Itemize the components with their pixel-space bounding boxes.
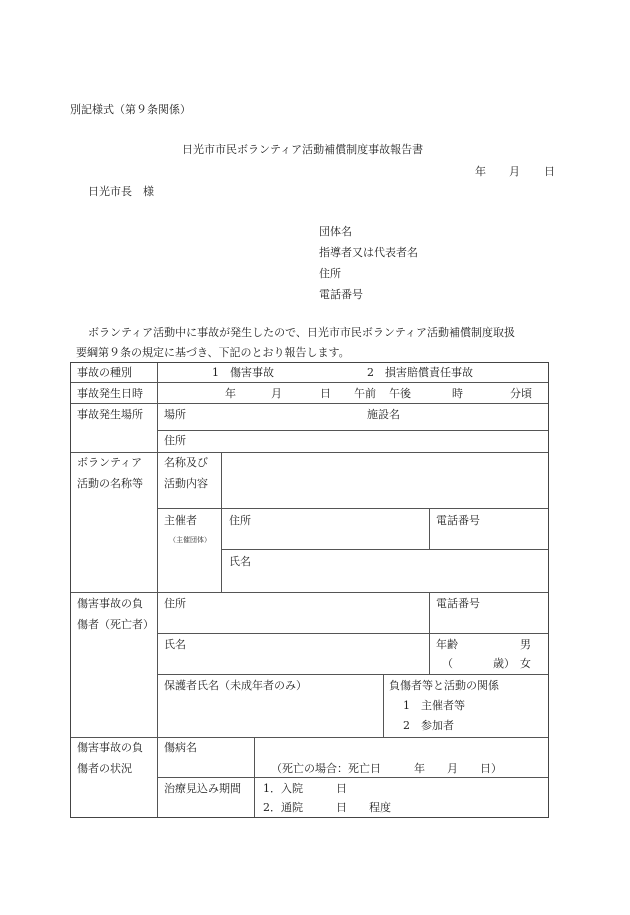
location-label: 事故発生場所	[77, 408, 143, 421]
relation-option-1[interactable]: 1 主催者等	[403, 699, 465, 712]
datetime-year: 年	[225, 387, 236, 400]
intro-line-2: 要綱第９条の規定に基づき、下記のとおり報告します。	[76, 346, 350, 359]
location-address: 住所	[164, 434, 186, 447]
injured-name: 氏名	[164, 638, 186, 651]
injured-age-unit: 歳）	[493, 657, 515, 670]
injured-age-label: 年齢	[436, 638, 458, 651]
injured-label-line-2: 傷者（死亡者）	[77, 618, 154, 631]
injured-female[interactable]: 女	[520, 657, 531, 670]
applicant-leader-name: 指導者又は代表者名	[319, 246, 418, 259]
datetime-minute: 分頃	[510, 387, 532, 400]
injured-address: 住所	[164, 597, 186, 610]
datetime-month: 月	[271, 387, 282, 400]
activity-name-label-2: 活動内容	[164, 477, 208, 490]
location-facility: 施設名	[367, 408, 400, 421]
datetime-pm[interactable]: 午後	[389, 387, 411, 400]
injured-male[interactable]: 男	[520, 638, 531, 651]
injury-name-label: 傷病名	[164, 741, 197, 754]
datetime-day: 日	[320, 387, 331, 400]
date-year: 年	[475, 165, 486, 178]
injured-age-paren: （	[442, 657, 453, 670]
datetime-label: 事故発生日時	[77, 387, 143, 400]
date-day: 日	[544, 165, 555, 178]
activity-name-label-1: 名称及び	[164, 456, 208, 469]
accident-type-option-1[interactable]: 1 傷害事故	[212, 366, 274, 379]
organizer-label: 主催者	[164, 514, 197, 527]
guardian-name-label: 保護者氏名（未成年者のみ）	[164, 679, 307, 692]
date-month: 月	[509, 165, 520, 178]
organizer-address: 住所	[229, 514, 251, 527]
relation-option-2[interactable]: 2 参加者	[403, 719, 454, 732]
organizer-note: （主催団体）	[169, 536, 211, 544]
document-title: 日光市市民ボランティア活動補償制度事故報告書	[182, 143, 424, 156]
accident-type-option-2[interactable]: 2 損害賠償責任事故	[367, 366, 473, 379]
organizer-phone: 電話番号	[436, 514, 480, 527]
accident-type-label: 事故の種別	[77, 366, 132, 379]
treatment-period-label: 治療見込み期間	[164, 782, 241, 795]
intro-line-1: ボランティア活動中に事故が発生したので、日光市市民ボランティア活動補償制度取扱	[88, 326, 516, 339]
injured-phone: 電話番号	[436, 597, 480, 610]
applicant-org-name: 団体名	[319, 225, 352, 238]
applicant-phone: 電話番号	[319, 288, 363, 301]
location-place: 場所	[164, 408, 186, 421]
death-date-note: （死亡の場合：死亡日 年 月 日）	[271, 762, 502, 775]
treatment-outpatient[interactable]: 2．通院 日 程度	[263, 801, 391, 814]
datetime-hour: 時	[452, 387, 463, 400]
addressee: 日光市長 様	[88, 185, 154, 198]
treatment-hospital[interactable]: 1．入院 日	[263, 782, 347, 795]
form-reference: 別記様式（第９条関係）	[70, 103, 191, 116]
condition-label-line-2: 傷者の状況	[77, 762, 132, 775]
applicant-address: 住所	[319, 267, 341, 280]
report-form-table	[70, 362, 549, 818]
datetime-am[interactable]: 午前	[354, 387, 376, 400]
injured-label-line-1: 傷害事故の負	[77, 597, 143, 610]
organizer-name: 氏名	[229, 555, 251, 568]
activity-label-line-1: ボランティア	[77, 456, 143, 469]
condition-label-line-1: 傷害事故の負	[77, 741, 143, 754]
activity-label-line-2: 活動の名称等	[77, 477, 143, 490]
relation-label: 負傷者等と活動の関係	[389, 679, 499, 692]
